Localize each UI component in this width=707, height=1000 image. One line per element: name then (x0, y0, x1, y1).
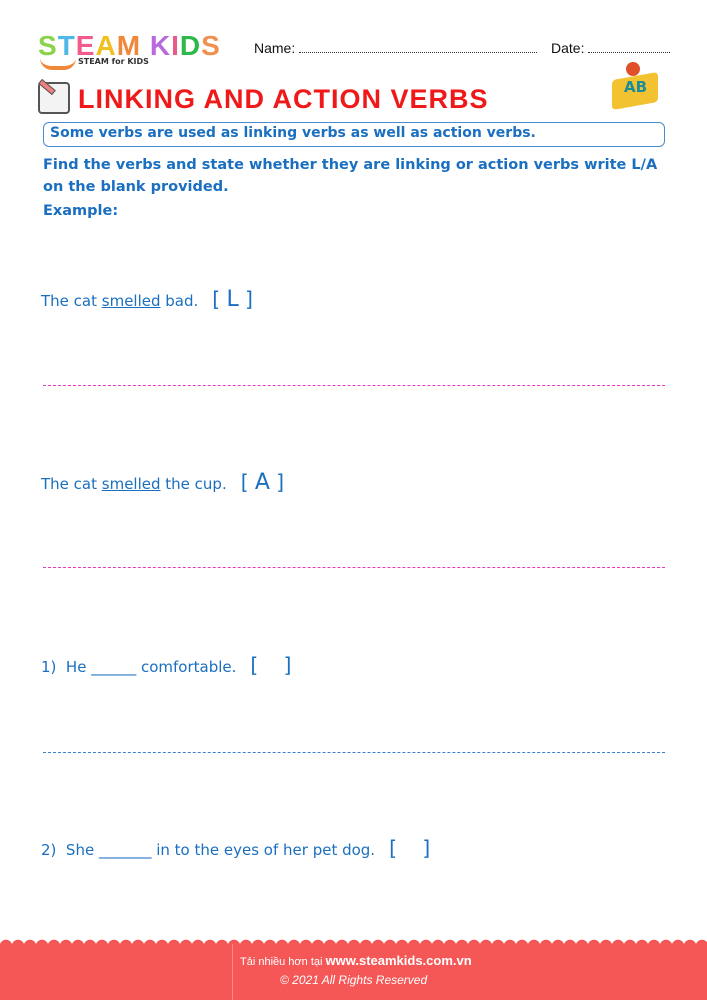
divider (43, 567, 665, 568)
date-label: Date: (551, 40, 585, 56)
logo: STEAM KIDS (38, 30, 221, 61)
answer: A (254, 470, 270, 495)
website-link[interactable]: www.steamkids.com.vn (325, 953, 472, 968)
instructions (43, 154, 665, 222)
logo-subtitle: STEAM for KIDS (78, 57, 149, 66)
name-field[interactable] (254, 40, 537, 56)
question: 2) She _______ in to the eyes of her pet dog. [ ] (41, 836, 431, 860)
divider (43, 385, 665, 386)
footer-divider (232, 944, 233, 1000)
abc-book-icon: AB (612, 62, 662, 112)
instruction-text: Find the verbs and state whether they are linking or action verbs write L/A on the blank provided. (43, 157, 658, 195)
answer: L (226, 287, 239, 312)
pencil-paper-icon (38, 82, 70, 114)
name-label: Name: (254, 40, 296, 56)
example-label: Example: (43, 203, 119, 219)
divider (43, 752, 665, 753)
footer-download: Tải nhiều hơn tại www.steamkids.com.vn (240, 953, 472, 968)
question: 1) He ______ comfortable. [ ] (41, 653, 292, 677)
logo-swoosh (40, 58, 76, 70)
example-sentence: The cat smelled the cup. [ A ] (41, 470, 285, 495)
intro-box: Some verbs are used as linking verbs as well as action verbs. (43, 122, 665, 147)
example-sentence: The cat smelled bad. [ L ] (41, 287, 253, 312)
date-field[interactable] (551, 40, 670, 56)
copyright: © 2021 All Rights Reserved (280, 973, 428, 987)
page-title: LINKING AND ACTION VERBS (78, 84, 489, 114)
